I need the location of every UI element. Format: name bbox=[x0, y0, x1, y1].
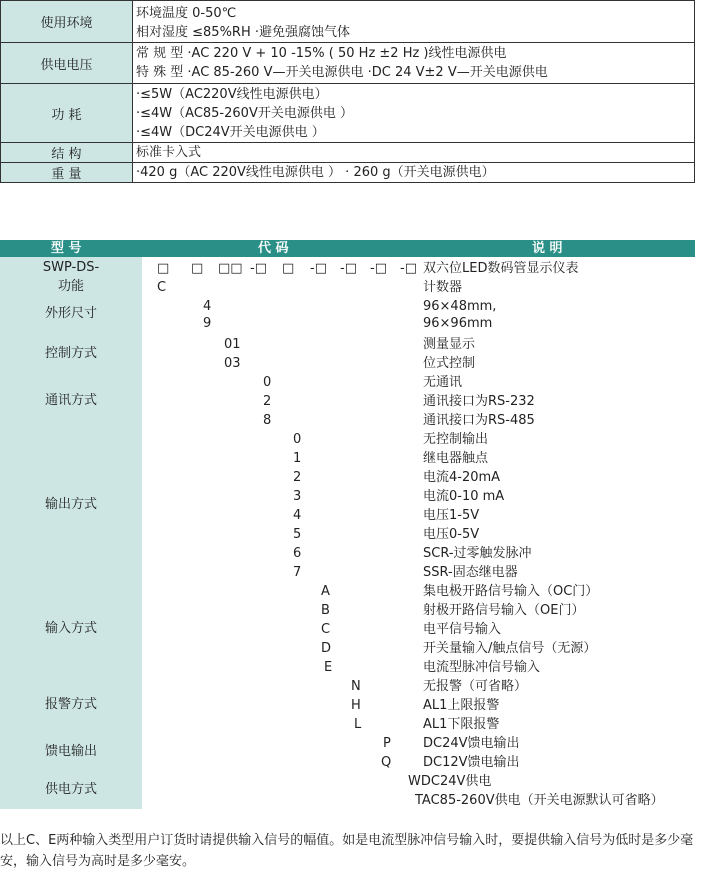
row-description: 无通讯 bbox=[423, 375, 463, 390]
row-description: DC12V馈电输出 bbox=[423, 755, 520, 770]
code-slot: □ bbox=[157, 261, 170, 276]
group-label-function: 功能 bbox=[57, 279, 84, 294]
group-label-column bbox=[0, 257, 142, 809]
row-description: AL1下限报警 bbox=[423, 717, 500, 732]
row-description: 电流型脉冲信号输入 bbox=[423, 660, 541, 675]
row-description: 电压1-5V bbox=[423, 508, 480, 523]
row-code: 0 bbox=[293, 432, 302, 447]
row-description: 集电极开路信号输入（OC门） bbox=[423, 584, 599, 599]
code-slot: □□ bbox=[218, 261, 243, 276]
row-description: 电平信号输入 bbox=[423, 622, 502, 637]
row-description: AL1上限报警 bbox=[423, 698, 500, 713]
row-code: B bbox=[321, 603, 330, 618]
row-code: C bbox=[321, 622, 331, 637]
row-description: WDC24V供电 bbox=[408, 774, 492, 789]
row-code: 2 bbox=[293, 470, 302, 485]
spec-value: ·420 g（AC 220V线性电源供电 ） · 260 g（开关电源供电） bbox=[136, 165, 495, 180]
header-code: 代 码 bbox=[258, 241, 289, 256]
spec-row-voltage bbox=[0, 43, 695, 84]
row-description: 电流4-20mA bbox=[423, 470, 501, 485]
spec-table bbox=[0, 0, 695, 183]
spec-value: ·≤4W（AC85-260V开关电源供电 ） bbox=[136, 106, 353, 121]
spec-value: ·≤5W（AC220V线性电源供电） bbox=[136, 87, 328, 102]
row-description: 测量显示 bbox=[423, 337, 476, 352]
group-label-control: 控制方式 bbox=[44, 346, 97, 361]
row-description: 96×48mm, bbox=[423, 299, 497, 314]
header-description: 说 明 bbox=[532, 241, 563, 256]
row-description: 计数器 bbox=[423, 280, 463, 295]
group-label-size: 外形尺寸 bbox=[44, 306, 97, 321]
code-slot: -□ bbox=[400, 261, 417, 276]
code-slot: -□ bbox=[310, 261, 327, 276]
row-description: 通讯接口为RS-485 bbox=[423, 413, 535, 428]
row-code: 3 bbox=[293, 489, 302, 504]
header-model: 型 号 bbox=[51, 241, 82, 256]
row-code: L bbox=[354, 717, 362, 732]
code-slot: -□ bbox=[340, 261, 357, 276]
group-label-output: 输出方式 bbox=[44, 497, 97, 512]
spec-value: ·≤4W（DC24V开关电源供电 ） bbox=[136, 125, 325, 140]
model-table-header bbox=[0, 240, 695, 257]
row-code: 9 bbox=[203, 316, 212, 331]
row-code: P bbox=[383, 736, 391, 751]
group-label-alarm: 报警方式 bbox=[44, 697, 97, 712]
row-description: 电压0-5V bbox=[423, 527, 480, 542]
row-code: 4 bbox=[293, 508, 302, 523]
row-description: TAC85-260V供电（开关电源默认可省略） bbox=[415, 793, 664, 808]
spec-label: 重 量 bbox=[1, 163, 133, 182]
row-code: 03 bbox=[224, 356, 241, 371]
spec-value: 相对湿度 ≤85%RH ·避免强腐蚀气体 bbox=[136, 25, 350, 40]
group-label-power-supply: 供电方式 bbox=[44, 782, 97, 797]
spec-row-structure bbox=[0, 143, 695, 163]
row-description: SCR-过零触发脉冲 bbox=[423, 546, 532, 561]
spec-value: 标准卡入式 bbox=[136, 145, 202, 160]
row-code: N bbox=[351, 679, 361, 694]
row-code: E bbox=[324, 660, 333, 675]
row-code: 8 bbox=[263, 413, 272, 428]
row-code: 7 bbox=[293, 565, 302, 580]
code-slot: □ bbox=[282, 261, 295, 276]
row-code: 0 bbox=[263, 375, 272, 390]
row-description: DC24V馈电输出 bbox=[423, 736, 520, 751]
row-code: A bbox=[321, 584, 330, 599]
row-code: 5 bbox=[293, 527, 302, 542]
row-description: 电流0-10 mA bbox=[423, 489, 505, 504]
row-description: SSR-固态继电器 bbox=[423, 565, 518, 580]
row-description: 双六位LED数码管显示仪表 bbox=[423, 261, 579, 276]
row-code: 1 bbox=[293, 451, 302, 466]
spec-value: 常 规 型 ·AC 220 V + 10 -15% ( 50 Hz ±2 Hz )线性电源供电 bbox=[136, 46, 507, 61]
footnote: 以上C、E两种输入类型用户订货时请提供输入信号的幅值。如是电流型脉冲信号输入时，要提供输入信号为低时是多少毫安，输入信号为高时是多少毫安。 bbox=[0, 833, 694, 869]
row-code: Q bbox=[381, 755, 392, 770]
group-label-model-prefix: SWP-DS- bbox=[42, 260, 100, 275]
spec-value: 环境温度 0-50℃ bbox=[136, 6, 237, 21]
row-description: 射极开路信号输入（OE门） bbox=[423, 603, 585, 618]
row-code: 4 bbox=[203, 299, 212, 314]
row-description: 96×96mm bbox=[423, 316, 493, 331]
row-description: 无报警（可省略） bbox=[423, 679, 528, 694]
row-description: 无控制输出 bbox=[423, 432, 489, 447]
row-description: 通讯接口为RS-232 bbox=[423, 394, 535, 409]
code-slot: □ bbox=[191, 261, 204, 276]
spec-label: 结 构 bbox=[1, 143, 133, 162]
row-code: H bbox=[351, 698, 361, 713]
row-code: 2 bbox=[263, 394, 272, 409]
group-label-input: 输入方式 bbox=[44, 621, 97, 636]
code-slot: -□ bbox=[370, 261, 387, 276]
row-code: 01 bbox=[224, 337, 241, 352]
row-description: 继电器触点 bbox=[423, 451, 489, 466]
spec-row-environment bbox=[0, 0, 695, 43]
spec-label: 供电电压 bbox=[1, 43, 133, 83]
spec-row-power bbox=[0, 84, 695, 143]
row-description: 开关量输入/触点信号（无源） bbox=[423, 641, 597, 656]
spec-label: 使用环境 bbox=[1, 1, 133, 42]
row-description: 位式控制 bbox=[423, 356, 476, 371]
spec-row-weight bbox=[0, 163, 695, 183]
row-code: C bbox=[157, 280, 167, 295]
code-slot: -□ bbox=[250, 261, 267, 276]
row-code: D bbox=[321, 641, 332, 656]
spec-value: 特 殊 型 ·AC 85-260 V—开关电源供电 ·DC 24 V±2 V—开关电源供电 bbox=[136, 65, 548, 80]
group-label-communication: 通讯方式 bbox=[44, 393, 97, 408]
group-label-feed-output: 馈电输出 bbox=[44, 744, 97, 759]
row-code: 6 bbox=[293, 546, 302, 561]
spec-label: 功 耗 bbox=[1, 84, 133, 142]
